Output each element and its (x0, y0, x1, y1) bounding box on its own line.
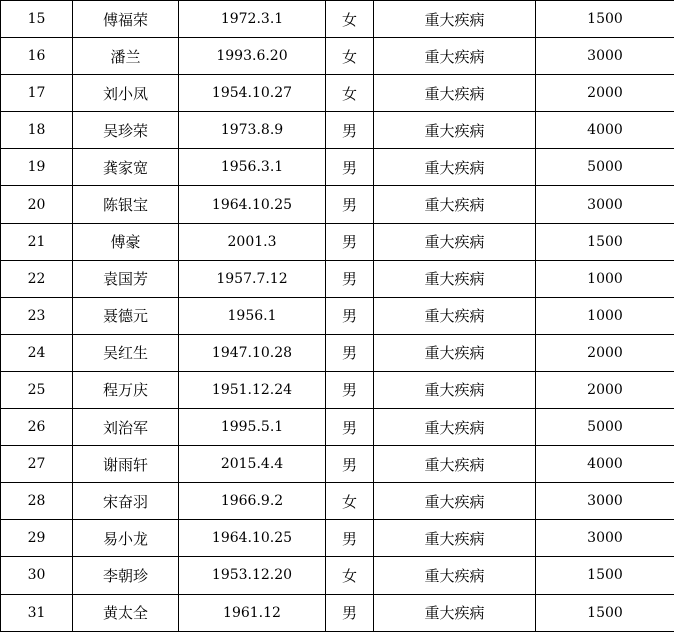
row-number: 18 (1, 112, 73, 149)
table-row (1, 1, 674, 38)
row-number: 25 (1, 371, 73, 408)
aid-reason: 重大疾病 (374, 75, 536, 112)
row-number: 24 (1, 334, 73, 371)
gender: 男 (326, 149, 374, 186)
aid-amount: 3000 (536, 520, 674, 557)
row-number: 28 (1, 483, 73, 520)
birth-date: 1956.3.1 (179, 149, 326, 186)
table-row (1, 223, 674, 260)
aid-amount: 4000 (536, 446, 674, 483)
table-row (1, 483, 674, 520)
row-number: 20 (1, 186, 73, 223)
table-row (1, 371, 674, 408)
aid-amount: 2000 (536, 75, 674, 112)
table-row (1, 334, 674, 371)
gender: 男 (326, 112, 374, 149)
aid-reason: 重大疾病 (374, 371, 536, 408)
gender: 男 (326, 297, 374, 334)
gender: 男 (326, 186, 374, 223)
row-number: 21 (1, 223, 73, 260)
birth-date: 1964.10.25 (179, 186, 326, 223)
birth-date: 1995.5.1 (179, 409, 326, 446)
aid-amount: 1500 (536, 1, 674, 38)
row-number: 23 (1, 297, 73, 334)
gender: 女 (326, 75, 374, 112)
birth-date: 1957.7.12 (179, 260, 326, 297)
birth-date: 1964.10.25 (179, 520, 326, 557)
aid-amount: 1500 (536, 557, 674, 594)
person-name: 吴红生 (73, 334, 179, 371)
birth-date: 1951.12.24 (179, 371, 326, 408)
row-number: 31 (1, 594, 73, 631)
table-row (1, 186, 674, 223)
aid-amount: 5000 (536, 149, 674, 186)
birth-date: 2015.4.4 (179, 446, 326, 483)
aid-reason: 重大疾病 (374, 483, 536, 520)
person-name: 宋奋羽 (73, 483, 179, 520)
birth-date: 1973.8.9 (179, 112, 326, 149)
person-name: 刘治军 (73, 409, 179, 446)
gender: 男 (326, 594, 374, 631)
person-name: 聂德元 (73, 297, 179, 334)
gender: 女 (326, 1, 374, 38)
birth-date: 2001.3 (179, 223, 326, 260)
gender: 男 (326, 520, 374, 557)
aid-reason: 重大疾病 (374, 594, 536, 631)
table-row (1, 520, 674, 557)
table-row (1, 557, 674, 594)
person-name: 刘小凤 (73, 75, 179, 112)
table-row (1, 409, 674, 446)
aid-amount: 1500 (536, 223, 674, 260)
person-name: 易小龙 (73, 520, 179, 557)
aid-reason: 重大疾病 (374, 1, 536, 38)
person-name: 袁国芳 (73, 260, 179, 297)
birth-date: 1993.6.20 (179, 38, 326, 75)
birth-date: 1954.10.27 (179, 75, 326, 112)
birth-date: 1947.10.28 (179, 334, 326, 371)
table-row (1, 149, 674, 186)
aid-amount: 1500 (536, 594, 674, 631)
birth-date: 1953.12.20 (179, 557, 326, 594)
row-number: 16 (1, 38, 73, 75)
person-name: 傅福荣 (73, 1, 179, 38)
person-name: 谢雨轩 (73, 446, 179, 483)
person-name: 陈银宝 (73, 186, 179, 223)
row-number: 29 (1, 520, 73, 557)
aid-amount: 2000 (536, 334, 674, 371)
aid-amount: 3000 (536, 186, 674, 223)
row-number: 17 (1, 75, 73, 112)
birth-date: 1966.9.2 (179, 483, 326, 520)
row-number: 22 (1, 260, 73, 297)
person-name: 潘兰 (73, 38, 179, 75)
person-name: 程万庆 (73, 371, 179, 408)
person-name: 李朝珍 (73, 557, 179, 594)
aid-amount: 2000 (536, 371, 674, 408)
table-row (1, 594, 674, 631)
birth-date: 1972.3.1 (179, 1, 326, 38)
gender: 男 (326, 371, 374, 408)
aid-amount: 4000 (536, 112, 674, 149)
aid-amount: 1000 (536, 297, 674, 334)
aid-reason: 重大疾病 (374, 334, 536, 371)
person-name: 龚家宽 (73, 149, 179, 186)
aid-reason: 重大疾病 (374, 520, 536, 557)
aid-reason: 重大疾病 (374, 409, 536, 446)
table-row (1, 75, 674, 112)
gender: 女 (326, 38, 374, 75)
aid-reason: 重大疾病 (374, 38, 536, 75)
table-body (1, 1, 674, 632)
gender: 女 (326, 483, 374, 520)
aid-reason: 重大疾病 (374, 260, 536, 297)
table-row (1, 446, 674, 483)
gender: 男 (326, 223, 374, 260)
aid-amount: 3000 (536, 38, 674, 75)
aid-reason: 重大疾病 (374, 297, 536, 334)
row-number: 19 (1, 149, 73, 186)
table-row (1, 260, 674, 297)
table-row (1, 38, 674, 75)
gender: 男 (326, 334, 374, 371)
person-name: 傅豪 (73, 223, 179, 260)
gender: 女 (326, 557, 374, 594)
aid-amount: 1000 (536, 260, 674, 297)
birth-date: 1961.12 (179, 594, 326, 631)
gender: 男 (326, 260, 374, 297)
person-name: 黄太全 (73, 594, 179, 631)
aid-reason: 重大疾病 (374, 557, 536, 594)
row-number: 30 (1, 557, 73, 594)
row-number: 27 (1, 446, 73, 483)
aid-amount: 3000 (536, 483, 674, 520)
aid-reason: 重大疾病 (374, 149, 536, 186)
birth-date: 1956.1 (179, 297, 326, 334)
person-name: 吴珍荣 (73, 112, 179, 149)
gender: 男 (326, 409, 374, 446)
table-row (1, 297, 674, 334)
aid-reason: 重大疾病 (374, 446, 536, 483)
aid-reason: 重大疾病 (374, 186, 536, 223)
aid-amount: 5000 (536, 409, 674, 446)
gender: 男 (326, 446, 374, 483)
row-number: 26 (1, 409, 73, 446)
table-row (1, 112, 674, 149)
aid-reason: 重大疾病 (374, 223, 536, 260)
aid-reason: 重大疾病 (374, 112, 536, 149)
row-number: 15 (1, 1, 73, 38)
